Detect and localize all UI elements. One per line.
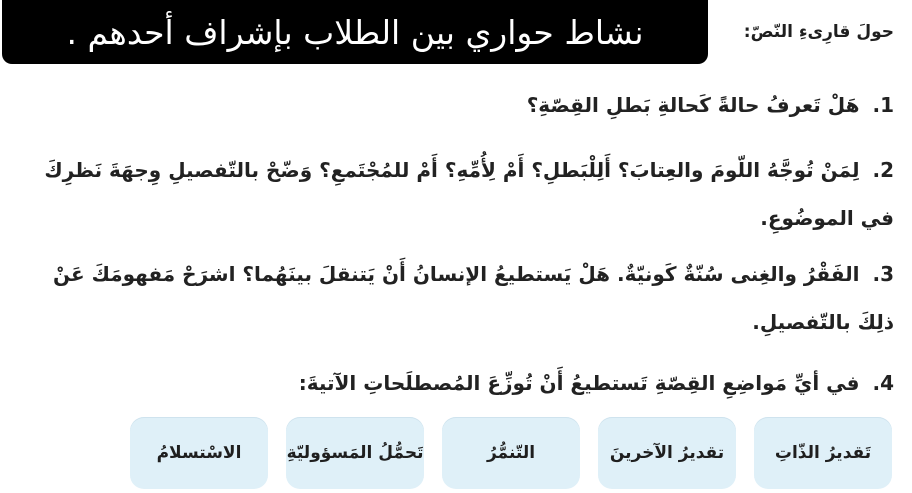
question-number: 4.: [872, 371, 894, 395]
question-number: 2.: [872, 158, 894, 182]
terms-row: [22, 415, 894, 491]
term-card-appreciating-others: تقديرُ الآخرينَ: [598, 417, 736, 489]
banner-text: نشاط حواري بين الطلاب بإشراف أحدهم .: [66, 12, 644, 52]
section-title: حولَ قارِىءِ النّصّ:: [743, 22, 894, 42]
question-text: الفَقْرُ والغِنى سُنّةٌ كَونيّةٌ. هَلْ يَستطيعُ الإنسانُ أَنْ يَتنقلَ بينَهُما؟ اشرَحْ مَفهومَكَ عَنْ ذلِكَ بالتّفصيلِ.: [52, 262, 894, 334]
term-card-responsibility: تَحمُّلُ المَسؤوليّةِ: [286, 417, 424, 489]
term-card-surrender: الاسْتسلامُ: [130, 417, 268, 489]
question-2: [22, 146, 894, 242]
question-text: هَلْ تَعرفُ حالةً كَحالةِ بَطلِ القِصّةِ؟: [526, 93, 860, 117]
question-text: لِمَنْ تُوجَّهُ اللّومَ والعِتابَ؟ أَلِلْبَطلِ؟ أَمْ لِأُمِّهِ؟ أَمْ للمُجْتَمعِ؟ وَضّحْ بالتّفصيلِ وِجهَةَ نَظرِكَ في الموضُوعِ.: [44, 158, 894, 230]
question-text: في أيِّ مَواضِعِ القِصّةِ تَستطيعُ أَنْ تُوزِّعَ المُصطلَحاتِ الآتيةَ:: [298, 371, 860, 395]
activity-banner: [2, 0, 708, 64]
question-number: 3.: [872, 262, 894, 286]
term-card-self-esteem: تَقديرُ الذّاتِ: [754, 417, 892, 489]
question-1: [22, 88, 894, 122]
question-4: [22, 366, 894, 400]
question-number: 1.: [872, 93, 894, 117]
term-card-bullying: التّنمُّرُ: [442, 417, 580, 489]
question-3: [22, 250, 894, 346]
